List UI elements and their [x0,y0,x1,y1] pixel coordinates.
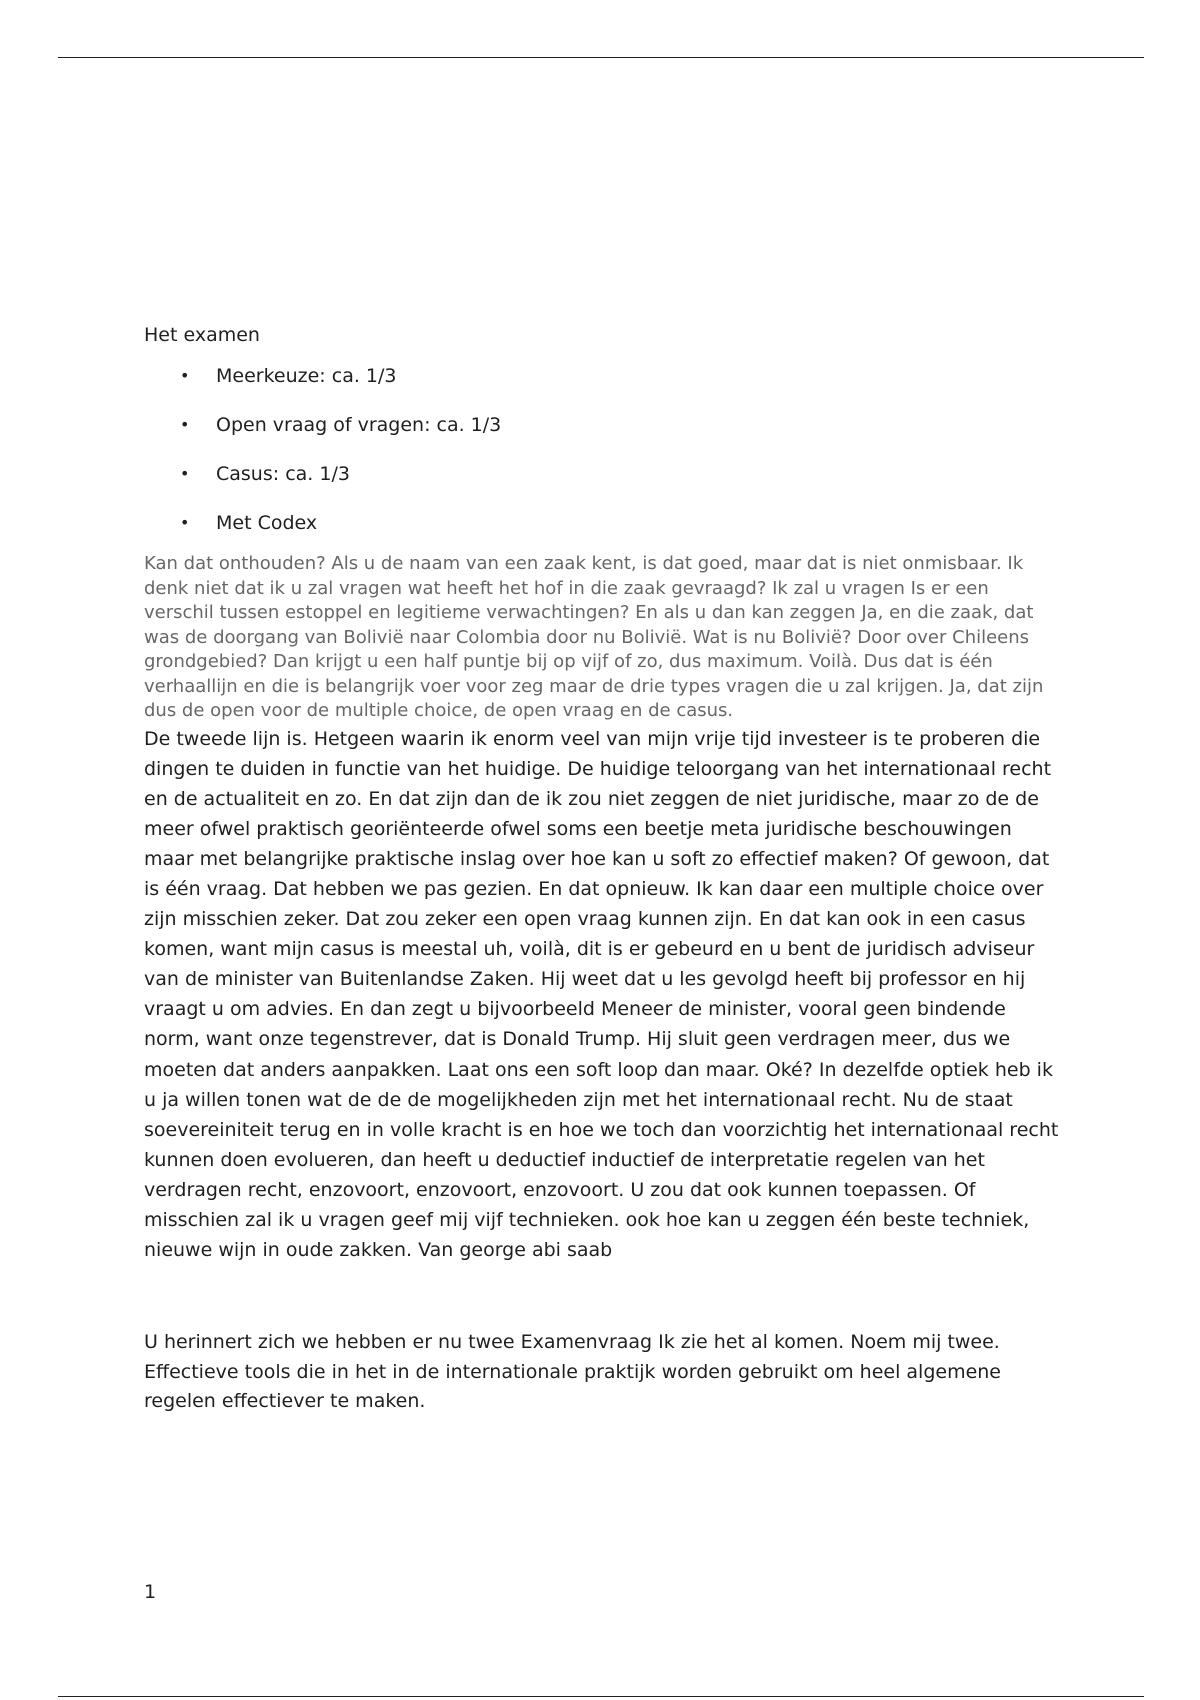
body-paragraph: De tweede lijn is. Hetgeen waarin ik enorm veel van mijn vrije tijd investeer is te proberen die dingen te duiden in functie van het huidige. De huidige teloorgang van het internationaal recht en de actualiteit en zo. En dat zijn dan de ik zou niet zeggen de niet juridische, maar zo de de meer ofwel praktisch georiënteerde ofwel soms een beetje meta juridische beschouwingen maar met belangrijke praktische inslag over hoe kan u soft zo effectief maken? Of gewoon, dat is één vraag. Dat hebben we pas gezien. En dat opnieuw. Ik kan daar een multiple choice over zijn misschien zeker. Dat zou zeker een open vraag kunnen zijn. En dat kan ook in een casus komen, want mijn casus is meestal uh, voilà, dit is er gebeurd en u bent de juridisch adviseur van de minister van Buitenlandse Zaken. Hij weet dat u les gevolgd heeft bij professor en hij vraagt u om advies. En dan zegt u bijvoorbeeld Meneer de minister, vooral geen bindende norm, want onze tegenstrever, dat is Donald Trump. Hij sluit geen verdragen meer, dus we moeten dat anders aanpakken. Laat ons een soft loop dan maar. Oké? In dezelfde optiek heb ik u ja willen tonen wat de de de mogelijkheden zijn met het internationaal recht. Nu de staat soevereiniteit terug en in volle kracht is en hoe we toch dan voorzichtig het internationaal recht kunnen doen evolueren, dan heeft u deductief inductief de interpretatie regelen van het verdragen recht, enzovoort, enzovoort, enzovoort. U zou dat ook kunnen toepassen. Of misschien zal ik u vragen geef mij vijf technieken. ook hoe kan u zeggen één beste techniek, nieuwe wijn in oude zakken. Van george abi saab [144,727,1059,1262]
list-item-text: Meerkeuze: ca. 1/3 [216,365,397,387]
exam-format-list [144,364,1062,535]
list-item [144,462,1062,486]
list-item-text: Open vraag of vragen: ca. 1/3 [216,414,502,436]
document-body [144,323,1062,1417]
list-item [144,511,1062,535]
transcript-paragraph: Kan dat onthouden? Als u de naam van een zaak kent, is dat goed, maar dat is niet onmisbaar. Ik denk niet dat ik u zal vragen wat heeft het hof in die zaak gevraagd? Ik zal u vragen Is er een verschil tussen estoppel en legitieme verwachtingen? En als u dan kan zeggen Ja, en die zaak, dat was de doorgang van Bolivië naar Colombia door nu Bolivië. Wat is nu Bolivië? Door over Chileens grondgebied? Dan krijgt u een half puntje bij op vijf of zo, dus maximum. Voilà. Dus dat is één verhaallijn en die is belangrijk voer voor zeg maar de drie types vragen die u zal krijgen. Ja, dat zijn dus de open voor de multiple choice, de open vraag en de casus. [144,553,1044,721]
list-item-text: Met Codex [216,512,318,534]
bullet-icon: • [180,415,190,434]
bullet-icon: • [180,366,190,385]
header-rule [58,57,1144,58]
exam-question-paragraph: U herinnert zich we hebben er nu twee Examenvraag Ik zie het al komen. Noem mij twee. Effectieve tools die in het in de internationale praktijk worden gebruikt om heel algemene regelen effectiever te maken. [144,1331,1001,1413]
list-item-text: Casus: ca. 1/3 [216,463,350,485]
page-number: 1 [144,1581,157,1603]
list-item [144,413,1062,437]
bullet-icon: • [180,513,190,532]
footer-rule [58,1696,1144,1697]
section-heading: Het examen [144,324,260,346]
bullet-icon: • [180,464,190,483]
list-item [144,364,1062,388]
